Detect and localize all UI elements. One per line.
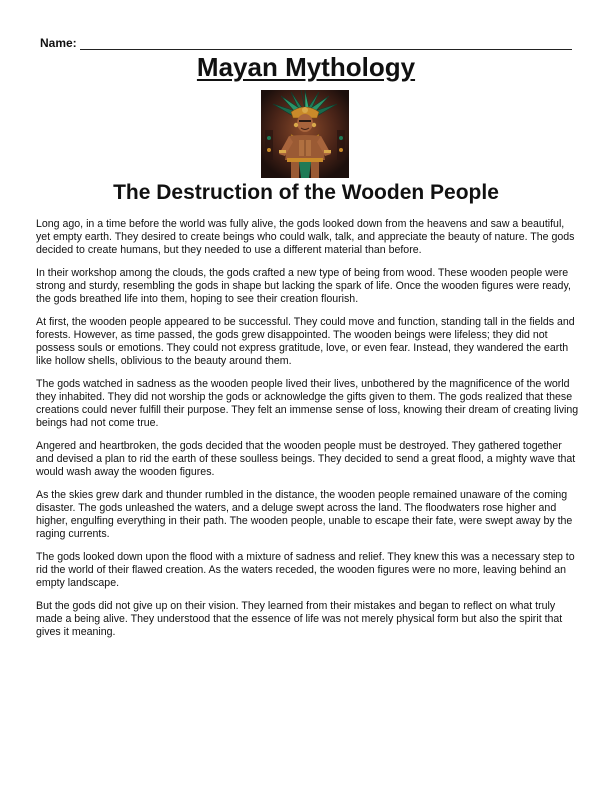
story-body: [36, 218, 580, 649]
story-paragraph: The gods watched in sadness as the wooden people lived their lives, unbothered by the magnificence of the world they inhabited. They did not worship the gods or acknowledge the gifts given to them. The gods realized that these creations could never fulfill their purpose. They felt an immense sense of loss, knowing their dream of creating living beings had not come true.: [36, 378, 579, 429]
name-input-line[interactable]: [80, 37, 572, 50]
story-paragraph: Long ago, in a time before the world was fully alive, the gods looked down from the heavens and saw a beautiful, yet empty earth. They desired to create beings who could walk, talk, and appreciate the beauty of nature. The gods decided to create humans, but they needed to use a different material than before.: [36, 218, 575, 256]
story-paragraph: At first, the wooden people appeared to be successful. They could move and function, standing tall in the fields and forests. However, as time passed, the gods grew disappointed. The wooden beings were lifeless; they did not possess souls or emotions. They could not express gratitude, love, or even fear. Instead, they wandered the earth like hollow shells, oblivious to the beauty around them.: [36, 316, 575, 367]
name-field-row: [40, 36, 572, 50]
page-title: Mayan Mythology: [196, 52, 416, 82]
mayan-deity-illustration: [261, 90, 349, 178]
name-label: Name:: [40, 36, 77, 50]
story-paragraph: Angered and heartbroken, the gods decided that the wooden people must be destroyed. They gathered together and devised a plan to rid the earth of these soulless beings. They decided to send a great flood, a mighty wave that would wash away the wooden figures.: [36, 440, 576, 478]
story-paragraph: In their workshop among the clouds, the gods crafted a new type of being from wood. These wooden people were strong and sturdy, resembling the gods in shape but lacking the spark of life. Once the wooden figures were ready, the gods breathed life into them, hoping to see their creation flourish.: [36, 267, 571, 305]
story-title: The Destruction of the Wooden People: [113, 181, 499, 204]
story-paragraph: But the gods did not give up on their vision. They learned from their mistakes and began to reflect on what truly made a being alive. They understood that the essence of life was not merely physical form but also the spirit that gives it meaning.: [36, 600, 563, 638]
story-paragraph: As the skies grew dark and thunder rumbled in the distance, the wooden people remained unaware of the coming disaster. The gods unleashed the waters, and a deluge swept across the land. The floodwaters rose higher and higher, engulfing everything in their path. The wooden people, unable to escape their fate, were swept away by the raging currents.: [36, 489, 573, 540]
story-paragraph: The gods looked down upon the flood with a mixture of sadness and relief. They knew this was a necessary step to rid the world of their flawed creation. As the waters receded, the wooden figures were no more, leaving behind an empty landscape.: [36, 551, 575, 589]
